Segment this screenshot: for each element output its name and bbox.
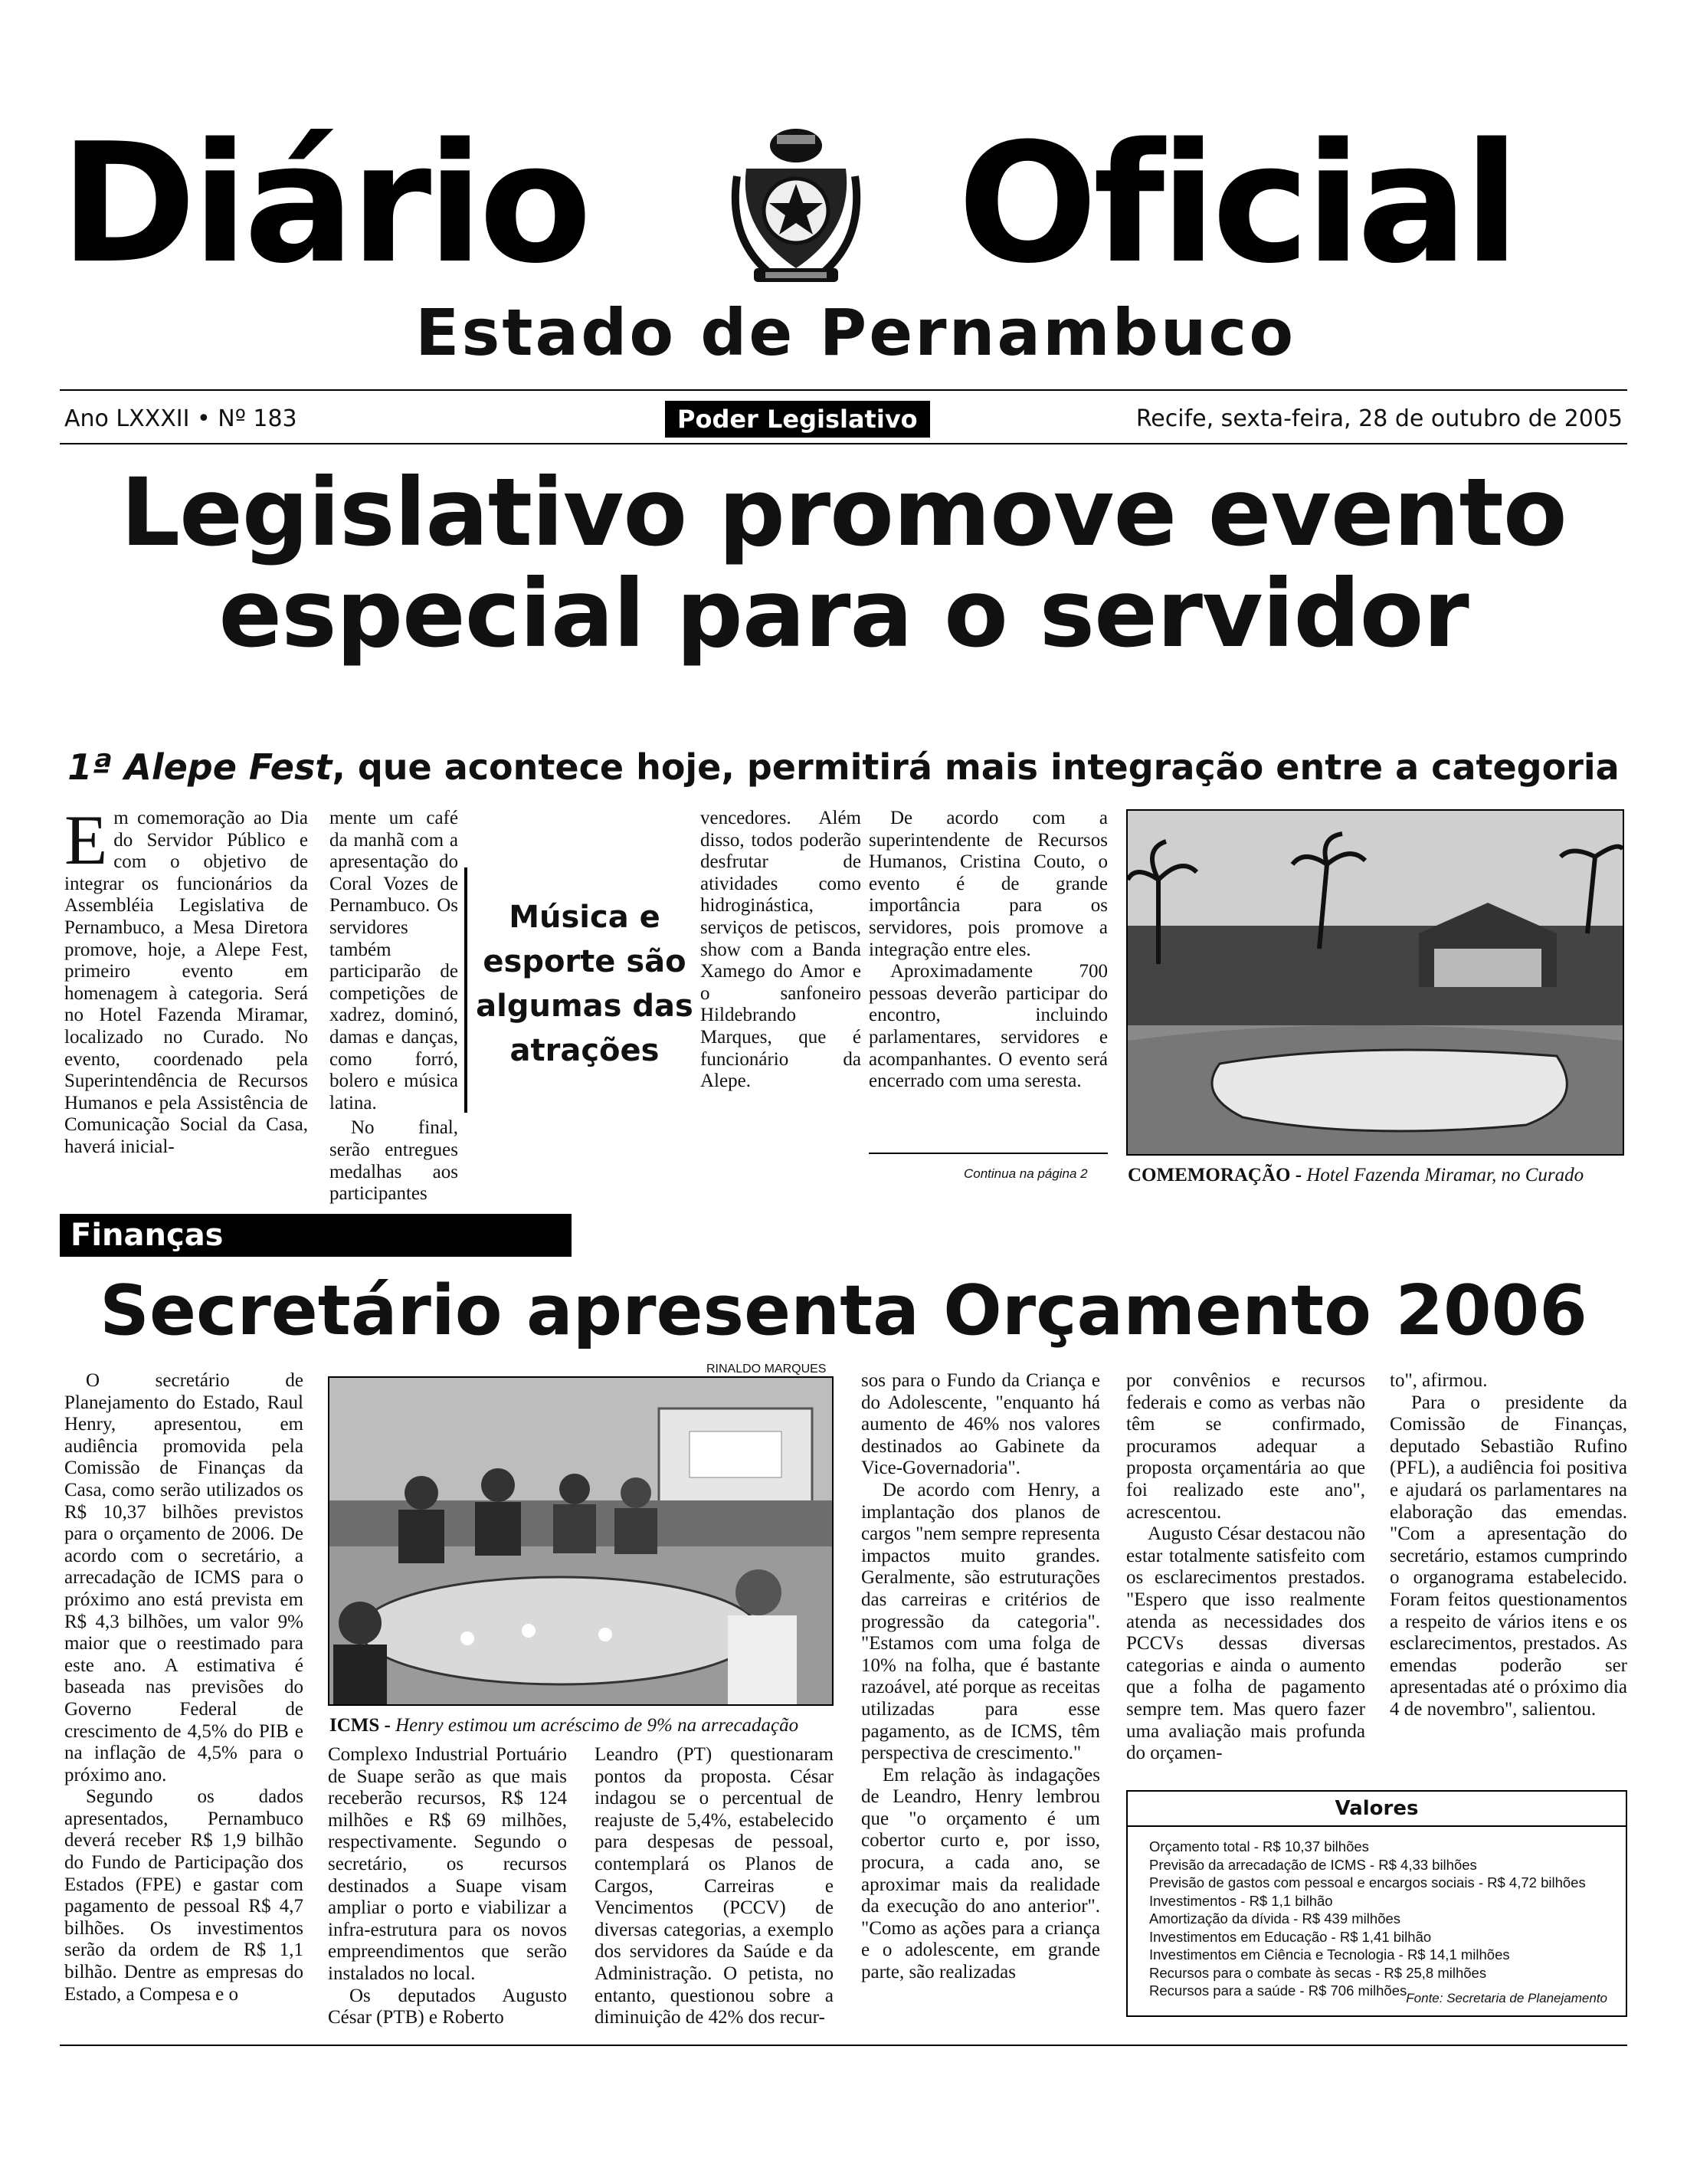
lead-headline-line2: especial para o servidor	[218, 559, 1469, 668]
valores-item: Investimentos em Ciência e Tecnologia - R$ 14,1 milhões	[1149, 1946, 1510, 1963]
financas-column-3	[595, 1744, 834, 2029]
financas-col6-paragraph-2: Para o presidente da Comissão de Finanças, deputado Sebastião Rufino (PFL), a audiência foi positiva e ajudará os parlamentares na elaboração das emendas. "Com a apresentação do secretário, estamos cumprindo o organograma estabelecido. Foram feitos questionamentos a respeito de vários itens e os esclarecimentos, prestados. As emendas poderão ser apresentadas até o próximo dia 4 de novembro", salientou.	[1390, 1392, 1627, 1720]
section-label-financas: Finanças	[60, 1214, 572, 1257]
edition-number: Ano LXXXII • Nº 183	[64, 405, 297, 432]
photo-credit: RINALDO MARQUES	[706, 1363, 827, 1376]
lead-photo-illustration	[1128, 811, 1623, 1154]
lead-caption-label: COMEMORAÇÃO -	[1128, 1165, 1302, 1185]
lead-dropcap: E	[64, 801, 108, 879]
financas-col2-paragraph-2: Os deputados Augusto César (PTB) e Roberto	[328, 1985, 567, 2028]
lead-deck	[46, 746, 1641, 788]
masthead-top-rule	[60, 389, 1627, 391]
lead-column-1	[64, 801, 308, 1159]
financas-col4-paragraph-2: De acordo com Henry, a implantação dos planos de cargos "nem sempre representa impactos muito grandes. Geralmente, são estruturações das carreiras e critérios de progressão da categoria". "Estamos com uma folga de 10% na folha, que é bastante razoável, até porque as receitas utilizadas para esse pagamento, as de ICMS, têm perspectiva de crescimento."	[861, 1479, 1100, 1764]
valores-box	[1126, 1790, 1627, 2017]
lead-column-4	[869, 808, 1108, 1093]
section-tag-poder-legislativo: Poder Legislativo	[665, 401, 930, 438]
valores-title: Valores	[1128, 1792, 1626, 1827]
coat-of-arms-emblem	[723, 115, 869, 293]
financas-headline: Secretário apresenta Orçamento 2006	[100, 1271, 1587, 1351]
pull-quote: Música e esporte são algumas das atrações	[476, 900, 693, 1068]
financas-photo-illustration	[329, 1378, 832, 1704]
financas-col2-paragraph-1: Complexo Industrial Portuário de Suape serão as que mais receberão recursos, R$ 124 milhões e R$ 69 milhões, respectivamente. Segundo o secretário, os recursos destinados a Suape visam ampliar o porto e viabilizar a infra-estrutura para os novos empreendimentos que serão instalados no local.	[328, 1744, 567, 1984]
financas-caption-label: ICMS -	[329, 1715, 391, 1736]
masthead-bottom-rule	[60, 443, 1627, 444]
masthead-subtitle: Estado de Pernambuco	[415, 295, 1296, 370]
lead-col3-paragraph: vencedores. Além disso, todos poderão desfrutar de atividades como hidroginástica, serviços de petiscos, show com a Banda Xamego do Amor e o sanfoneiro Hildebrando Marques, que é funcionário da Alepe.	[700, 808, 861, 1092]
lead-caption-text: Hotel Fazenda Miramar, no Curado	[1306, 1165, 1584, 1185]
lead-deck-italic: 1ª Alepe Fest	[67, 746, 332, 788]
valores-item: Investimentos - R$ 1,1 bilhão	[1149, 1892, 1333, 1909]
financas-col5-paragraph-1: por convênios e recursos federais e como as verbas não têm se confirmado, procuramos adequar a proposta orçamentária ao que foi realizado este ano", acrescentou.	[1126, 1370, 1365, 1523]
financas-column-6	[1390, 1370, 1627, 1721]
lead-column-2	[329, 808, 458, 1205]
lead-col4-paragraph-2: Aproximadamente 700 pessoas deverão participar do encontro, incluindo parlamentares, servidores e acompanhantes. O evento será encerrado com uma seresta.	[869, 961, 1108, 1092]
financas-col5-paragraph-2: Augusto César destacou não estar totalmente satisfeito com os esclarecimentos prestados. "Espero que isso realmente atenda as necessidades dos PCCVs dessas diversas categorias e ainda o aumento que a folha de pagamento sempre tem. Mas quero fazer uma avaliação mais profunda do orçamen-	[1126, 1523, 1365, 1764]
lead-headline	[46, 458, 1641, 668]
pull-quote-left-rule	[464, 867, 467, 1113]
lead-col4-paragraph-1: De acordo com a superintendente de Recursos Humanos, Cristina Couto, o evento é de grande importância para os servidores, pois promove a integração entre eles.	[869, 808, 1108, 960]
financas-column-2	[328, 1744, 567, 2029]
valores-source: Fonte: Secretaria de Planejamento	[1406, 1991, 1607, 2005]
masthead-title-oficial: Oficial	[958, 107, 1515, 300]
valores-item: Recursos para a saúde - R$ 706 milhões	[1149, 1982, 1407, 1999]
lead-col1-paragraph	[64, 801, 308, 1159]
dateline: Recife, sexta-feira, 28 de outubro de 2005	[1135, 405, 1623, 432]
valores-item: Previsão da arrecadação de ICMS - R$ 4,33 bilhões	[1149, 1856, 1477, 1873]
valores-item: Amortização da dívida - R$ 439 milhões	[1149, 1910, 1401, 1927]
financas-photo-meeting	[328, 1376, 834, 1706]
lead-column-3	[700, 808, 861, 1093]
valores-item: Orçamento total - R$ 10,37 bilhões	[1149, 1838, 1369, 1854]
lead-headline-line1: Legislativo promove evento	[120, 458, 1567, 567]
financas-col1-paragraph-2: Segundo os dados apresentados, Pernambuco deverá receber R$ 1,9 bilhão do Fundo de Participação dos Estados (FPE) e gastar com pagamento de pessoal R$ 4,7 bilhões. Os investimentos serão da ordem de R$ 1,1 bilhão. Dentre as empresas do Estado, a Compesa e o	[64, 1786, 303, 2005]
financas-col6-paragraph-1: to", afirmou.	[1390, 1370, 1488, 1391]
lead-col2-paragraph-1: mente um café da manhã com a apresentação do Coral Vozes de Pernambuco. Os servidores também participarão de competições de xadrez, dominó, damas e danças, como forró, bolero e música latina.	[329, 808, 458, 1113]
lead-col1-text: m comemoração ao Dia do Servidor Público e com o objetivo de integrar os funcionários da Assembléia Legislativa de Pernambuco, a Mesa Diretora promove, hoje, a Alepe Fest, primeiro evento em homenagem à categoria. Será no Hotel Fazenda Miramar, localizado no Curado. No evento, coordenado pela Superintendência de Recursos Humanos e pela Assistência de Comunicação Social da Casa, haverá inicial-	[64, 808, 308, 1157]
page-bottom-rule	[60, 2045, 1627, 2046]
lead-photo-caption	[1128, 1165, 1584, 1186]
financas-caption-text: Henry estimou um acréscimo de 9% na arrecadação	[395, 1715, 799, 1736]
valores-item: Investimentos em Educação - R$ 1,41 bilhão	[1149, 1928, 1432, 1945]
financas-column-1	[64, 1370, 303, 2005]
lead-col4-end-rule	[869, 1153, 1108, 1154]
lead-col2-paragraph-2: No final, serão entregues medalhas aos participantes	[329, 1117, 458, 1205]
valores-list	[1128, 1827, 1626, 2000]
lead-deck-rest: , que acontece hoje, permitirá mais integração entre a categoria	[332, 746, 1620, 788]
financas-section-rule	[572, 1255, 1627, 1257]
financas-col4-paragraph-1: sos para o Fundo da Criança e do Adolescente, "enquanto há aumento de 46% nos valores destinados ao Gabinete da Vice-Governadoria".	[861, 1370, 1100, 1479]
financas-col3-paragraph: Leandro (PT) questionaram pontos da proposta. César indagou se o percentual de reajuste de 5,4%, estabelecido para despesas de pessoal, contemplará os Planos de Cargos, Carreiras e Vencimentos (PCCV) de diversas categorias, a exemplo dos servidores da Saúde e da Administração. O petista, no entanto, questionou sobre a diminuição de 42% dos recur-	[595, 1744, 834, 2028]
valores-item: Recursos para o combate às secas - R$ 25,8 milhões	[1149, 1964, 1487, 1981]
financas-column-5	[1126, 1370, 1365, 1765]
financas-col1-paragraph-1: O secretário de Planejamento do Estado, Raul Henry, apresentou, em audiência promovida pela Comissão de Finanças da Casa, como serão utilizados os R$ 10,37 bilhões previstos para o orçamento de 2006. De acordo com o secretário, a arrecadação de ICMS para o próximo ano está prevista em R$ 4,3 bilhões, um valor 9% maior que o reestimado para este ano. A estimativa é baseada nas previsões do Governo Federal de crescimento de 4,5% do PIB e na inflação de 4,5% para o próximo ano.	[64, 1370, 303, 1786]
financas-photo-caption	[329, 1715, 798, 1736]
masthead-title-diario: Diário	[60, 107, 588, 300]
financas-col4-paragraph-3: Em relação às indagações de Leandro, Henry lembrou que "o orçamento é um cobertor curto e, por isso, procura, a cada ano, se aproximar mais da realidade da execução do ano anterior". "Como as ações para a criança e o adolescente, em grande parte, são realizadas	[861, 1764, 1100, 1983]
lead-photo-hotel	[1126, 809, 1624, 1156]
continua-na-pagina: Continua na página 2	[964, 1166, 1088, 1181]
valores-item: Previsão de gastos com pessoal e encargos sociais - R$ 4,72 bilhões	[1149, 1874, 1586, 1891]
financas-column-4	[861, 1370, 1100, 1984]
